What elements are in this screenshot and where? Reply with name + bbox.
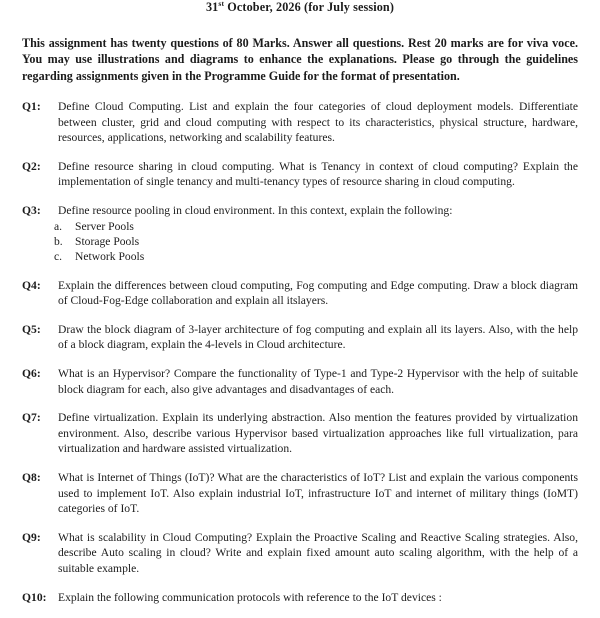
question-q3-sub-item-c: [54, 249, 578, 264]
sub-item-marker-c: c.: [54, 250, 63, 264]
question-item-q10: [22, 590, 578, 606]
question-text-q7: Define virtualization. Explain its underlying abstraction. Also mention the features provided by virtualization environment. Also, describe various Hypervisor based virtualization approaches like full virtualization, para virtualization and hardware assisted virtualization.: [58, 411, 578, 456]
question-label-q7: Q7:: [22, 411, 41, 425]
question-text-q3: Define resource pooling in cloud environment. In this context, explain the following:: [58, 203, 453, 217]
question-label-q5: Q5:: [22, 322, 41, 336]
question-q3-sub-item-a: [54, 219, 578, 234]
question-item-q7: [22, 410, 578, 457]
date-header: [0, 0, 600, 15]
question-text-q4: Explain the differences between cloud computing, Fog computing and Edge computing. Draw a block diagram of Cloud-Fog-Edge collaboration and explain all itslayers.: [58, 278, 578, 308]
question-label-q9: Q9:: [22, 530, 41, 544]
sub-item-label-a: Server Pools: [75, 220, 134, 234]
question-label-q1: Q1:: [22, 100, 41, 113]
assignment-instructions-paragraph: This assignment has twenty questions of 80 Marks. Answer all questions. Rest 20 marks are for viva voce. You may use illustrations and diagrams to enhance the explanations. Please go through the guidelines regarding assignments given in the Programme Guide for the format of presentation.: [22, 36, 578, 83]
question-label-q2: Q2:: [22, 159, 41, 173]
question-text-q1: Define Cloud Computing. List and explain the four categories of cloud deployment models. Differentiate between cluster, grid and cloud computing with respect to its characteristics, physical structure, hardware, resources, applications, networking and scalability features.: [58, 100, 578, 145]
question-text-q2: Define resource sharing in cloud computing. What is Tenancy in context of cloud computing? Explain the implementation of single tenancy and multi-tenancy types of resource sharing in cloud computing.: [58, 159, 578, 189]
questions-list: [22, 99, 578, 618]
question-item-q1: [22, 99, 578, 146]
sub-item-marker-b: b.: [54, 235, 63, 249]
question-item-q6: [22, 366, 578, 397]
question-label-q10: Q10:: [22, 590, 47, 604]
question-text-q5: Draw the block diagram of 3-layer architecture of fog computing and explain all its layers. Also, with the help of a block diagram, explain the 4-levels in Cloud architecture.: [58, 322, 578, 352]
sub-item-label-c: Network Pools: [75, 250, 145, 264]
question-item-q8: [22, 470, 578, 517]
question-q3-sub-item-b: [54, 234, 578, 249]
date-remainder: October, 2026 (for July session): [224, 0, 395, 14]
question-item-q4: [22, 278, 578, 309]
sub-item-label-b: Storage Pools: [75, 235, 140, 249]
question-label-q6: Q6:: [22, 367, 41, 381]
date-day-number: 31: [205, 0, 219, 14]
date-ordinal-suffix: st: [218, 0, 225, 8]
question-label-q8: Q8:: [22, 471, 41, 485]
question-label-q3: Q3:: [22, 203, 41, 217]
question-item-q2: [22, 159, 578, 190]
question-q3-sub-list: [22, 219, 578, 265]
question-label-q4: Q4:: [22, 278, 41, 292]
sub-item-marker-a: a.: [54, 220, 63, 234]
question-text-q10: Explain the following communication protocols with reference to the IoT devices :: [58, 590, 442, 604]
question-item-q9: [22, 530, 578, 577]
question-text-q9: What is scalability in Cloud Computing? Explain the Proactive Scaling and Reactive Scaling strategies. Also, describe Auto scaling in cloud? Write and explain fixed amount auto scaling algorithm, with the help of a suitable example.: [58, 530, 578, 575]
question-item-q3: [22, 203, 578, 265]
question-text-q8: What is Internet of Things (IoT)? What are the characteristics of IoT? List and explain the various components used to implement IoT. Also explain industrial IoT, infrastructure IoT and internet of military things (IoMT) categories of IoT.: [58, 471, 578, 516]
question-text-q6: What is an Hypervisor? Compare the functionality of Type-1 and Type-2 Hypervisor with the help of suitable block diagram for each, also give advantages and disadvantages of each.: [58, 367, 578, 396]
question-item-q5: [22, 322, 578, 353]
